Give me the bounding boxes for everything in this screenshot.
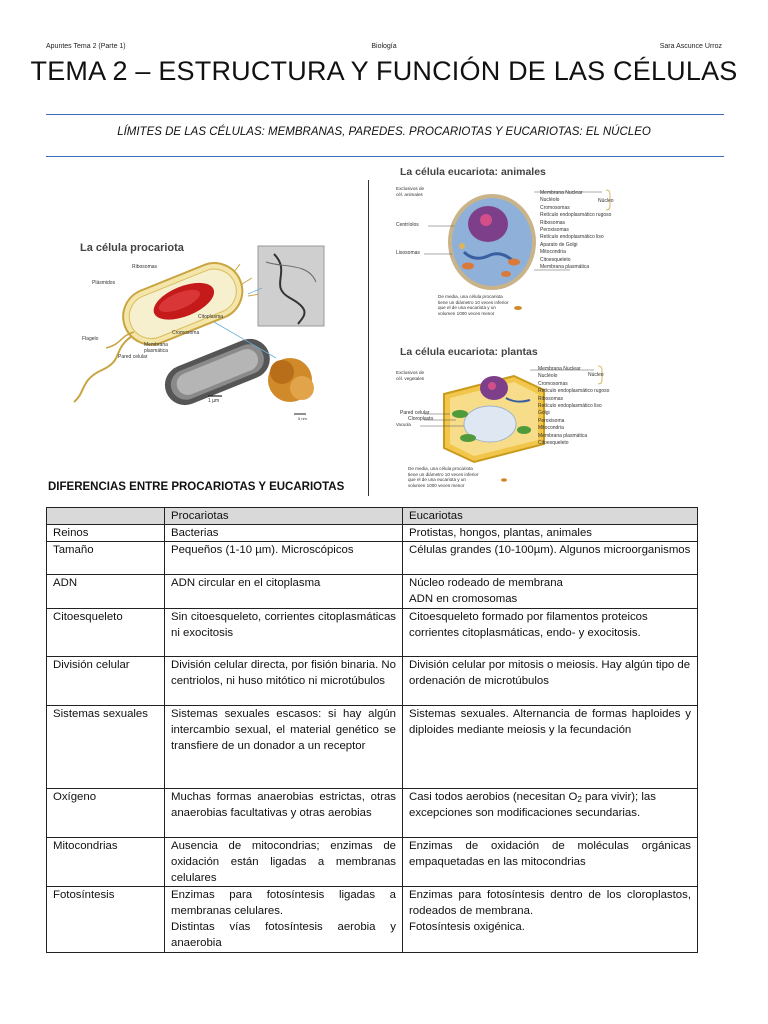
label-plasmidos: Plásmidos — [92, 280, 116, 286]
plant-label-cloroplasto: Cloroplasto — [408, 416, 434, 422]
row-label: División celular — [47, 657, 165, 706]
procariota-cell: ADN circular en el citoplasma — [165, 575, 403, 609]
plant-organelle-label: Mitocondria — [538, 425, 564, 432]
label-citoplasma: Citoplasma — [198, 314, 224, 320]
plant-organelle-label: Nucléolo — [538, 373, 558, 380]
plant-organelle-label: Membrana plasmática — [538, 432, 588, 439]
animal-label-nucleo: Núcleo — [598, 198, 614, 204]
animal-organelle-label: Membrana plasmática — [540, 264, 590, 271]
differences-heading: DIFERENCIAS ENTRE PROCARIOTAS Y EUCARIOTAS — [48, 481, 345, 493]
plant-organelle-label: Peroxisoma — [538, 417, 565, 424]
oxygen-text-b: para vivir); las excepciones son modificaciones secundarias. — [409, 791, 656, 819]
plant-figure-title: La célula eucariota: plantas — [400, 346, 538, 358]
label-flagelo: Flagelo — [82, 336, 99, 342]
table-row — [47, 887, 698, 953]
procariota-cell: División celular directa, por fisión binaria. No centriolos, ni huso mitótico ni microtúbulos — [165, 657, 403, 706]
plant-organelle-label: Membrana Nuclear — [538, 366, 581, 372]
plant-label-pared: Pared celular — [400, 410, 430, 416]
plant-organelle-label: Golgi — [538, 410, 550, 417]
table-row — [47, 525, 698, 542]
plant-size-note: De media, una célula procariota tiene un diámetro 10 veces inferior que el de una eucariota y un volumen 1000 veces menor — [408, 466, 479, 489]
row-label: Reinos — [47, 525, 165, 542]
plant-organelle-label: Citoesqueleto — [538, 440, 569, 447]
row-label: Oxígeno — [47, 789, 165, 838]
plant-organelle-label: Cromosomas — [538, 380, 568, 387]
prokaryote-figure-title: La célula procariota — [80, 242, 184, 254]
page-title: TEMA 2 – ESTRUCTURA Y FUNCIÓN DE LAS CÉLULAS — [30, 56, 738, 86]
label-plasmatica: plasmática — [144, 348, 168, 354]
table-header-cell: Procariotas — [165, 508, 403, 525]
animal-cell-figure — [394, 162, 614, 330]
animal-organelle-label: Nucléolo — [540, 197, 560, 204]
procariota-line: Enzimas para fotosíntesis ligadas a membranas celulares. — [171, 889, 396, 917]
row-label: Fotosíntesis — [47, 887, 165, 953]
plant-label-nucleo: Núcleo — [588, 372, 604, 378]
eucariota-cell: Protistas, hongos, plantas, animales — [403, 525, 698, 542]
plant-organelle-label: Ribosomas — [538, 395, 564, 402]
table-row — [47, 838, 698, 887]
row-label: ADN — [47, 575, 165, 609]
table-header-cell — [47, 508, 165, 525]
table-row — [47, 706, 698, 789]
header-center: Biología — [371, 43, 397, 50]
animal-size-note: De media, una célula procariota tiene un diámetro 10 veces inferior que el de una eucariota y un volumen 1000 veces menor — [438, 294, 509, 317]
animal-organelle-label: Citoesqueleto — [540, 256, 571, 263]
label-scale-1um: 1 µm — [208, 398, 220, 404]
animal-organelle-label: Aparato de Golgi — [540, 241, 578, 248]
procariota-cell: Muchas formas anaerobias estrictas, otras anaerobias facultativas y otras aerobias — [165, 789, 403, 838]
animal-organelle-label: Retículo endoplasmático liso — [540, 234, 604, 241]
row-label: Citoesqueleto — [47, 609, 165, 657]
eucariota-line: Núcleo rodeado de membrana — [409, 577, 563, 589]
label-ribosomas: Ribosomas — [132, 264, 158, 270]
eucariota-cell: Citoesqueleto formado por filamentos proteicos corrientes citoplasmáticas, endo- y exocitosis. — [403, 609, 698, 657]
title-rule-bottom — [46, 156, 724, 157]
animal-label-lisosomas: Lisosomas — [396, 250, 420, 256]
procariota-cell: Pequeños (1-10 µm). Microscópicos — [165, 542, 403, 575]
procariota-cell: Bacterias — [165, 525, 403, 542]
row-label: Sistemas sexuales — [47, 706, 165, 789]
animal-organelle-label: Peroxisomas — [540, 227, 569, 234]
eucariota-cell: Enzimas de oxidación de moléculas orgánicas empaquetadas en las mitocondrias — [403, 838, 698, 887]
oxygen-subscript: 2 — [577, 795, 582, 804]
table-row — [47, 542, 698, 575]
procariota-cell: Ausencia de mitocondrias; enzimas de oxidación están ligadas a membranas celulares — [165, 838, 403, 887]
plant-organelle-label: Retículo endoplasmático rugoso — [538, 388, 610, 395]
procariota-cell: Sistemas sexuales escasos: si hay algún intercambio sexual, el material genético se transfiere de un donador a un receptor — [165, 706, 403, 789]
table-row — [47, 575, 698, 609]
row-label: Tamaño — [47, 542, 165, 575]
eucariota-line: Enzimas para fotosíntesis dentro de los cloroplastos, rodeados de membrana. — [409, 889, 691, 917]
animal-exclusive-label: Exclusivos de cél. animales — [396, 186, 425, 197]
animal-organelle-label: Mitocondria — [540, 249, 566, 256]
eucariota-cell: Células grandes (10-100µm). Algunos microorganismos — [403, 542, 698, 575]
animal-organelle-label: Cromosomas — [540, 204, 570, 211]
procariota-cell — [165, 887, 403, 953]
eucariota-cell — [403, 575, 698, 609]
animal-figure-title: La célula eucariota: animales — [400, 166, 546, 178]
animal-label-centriolos: Centríolos — [396, 222, 419, 228]
eucariota-cell — [403, 789, 698, 838]
label-pared-celular: Pared celular — [118, 354, 148, 360]
title-rule-top — [46, 114, 724, 115]
table-row — [47, 657, 698, 706]
oxygen-text-a: Casi todos aerobios (necesitan O — [409, 791, 578, 803]
table-header-row — [47, 508, 698, 525]
procariota-line: Distintas vías fotosíntesis aerobia y anaerobia — [171, 921, 396, 949]
procariota-cell: Sin citoesqueleto, corrientes citoplasmáticas ni exocitosis — [165, 609, 403, 657]
comparison-table — [46, 507, 698, 953]
eucariota-line: Fotosíntesis oxigénica. — [409, 921, 525, 933]
label-membrana: Membrana — [144, 342, 168, 348]
label-cromosoma: Cromosoma — [172, 330, 200, 336]
eucariota-cell: División celular por mitosis o meiosis. Hay algún tipo de ordenación de microtúbulos — [403, 657, 698, 706]
eucariota-line: ADN en cromosomas — [409, 593, 518, 605]
row-label: Mitocondrias — [47, 838, 165, 887]
table-row — [47, 609, 698, 657]
eucariota-cell — [403, 887, 698, 953]
eucariota-cell: Sistemas sexuales. Alternancia de formas haploides y diploides mediante meiosis y la fecundación — [403, 706, 698, 789]
animal-organelle-label: Retículo endoplasmático rugoso — [540, 212, 612, 219]
plant-label-vacuola: Vacuola — [396, 422, 411, 427]
table-header-cell: Eucariotas — [403, 508, 698, 525]
animal-organelle-label: Membrana Nuclear — [540, 190, 583, 196]
column-divider — [368, 180, 369, 496]
plant-cell-figure — [394, 340, 614, 500]
header-right: Sara Ascunce Urroz — [659, 43, 722, 50]
table-row — [47, 789, 698, 838]
plant-exclusive-label: Exclusivos de cél. vegetales — [396, 370, 425, 381]
label-scale-5nm: 5 nm — [298, 416, 307, 421]
section-subtitle: LÍMITES DE LAS CÉLULAS: MEMBRANAS, PAREDES. PROCARIOTAS Y EUCARIOTAS: EL NÚCLEO — [117, 126, 651, 138]
prokaryote-figure — [62, 232, 334, 428]
plant-organelle-label: Retículo endoplasmático liso — [538, 403, 602, 410]
header-left: Apuntes Tema 2 (Parte 1) — [46, 43, 126, 50]
animal-organelle-label: Ribosomas — [540, 219, 566, 226]
